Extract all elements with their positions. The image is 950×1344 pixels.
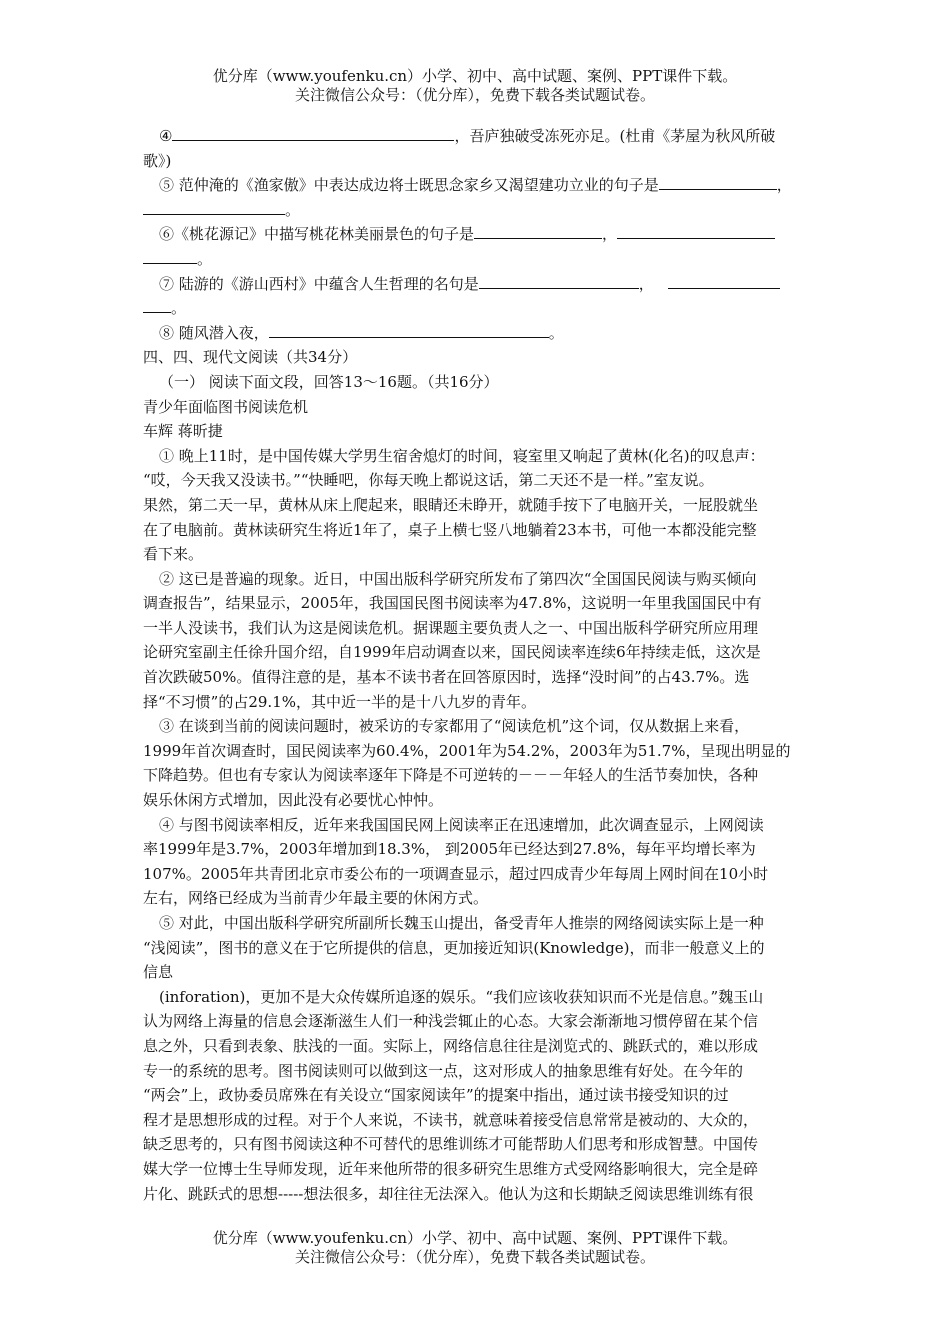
article-line: 下降趋势。但也有专家认为阅读率逐年下降是不可逆转的－－－年轻人的生活节奏加快，各种 [143, 766, 759, 785]
article-line: “两会”上，政协委员席殊在有关设立“国家阅读年”的提案中指出，通过读书接受知识的过 [143, 1086, 729, 1105]
header-line-2: 关注微信公众号：（优分库），免费下载各类试题试卷。 [294, 86, 655, 104]
fill-item-5-sep: ， [776, 176, 792, 195]
article-authors: 车辉 蒋昕捷 [143, 422, 223, 441]
article-line: 媒大学一位博士生导师发现，近年来他所带的很多研究生思维方式受网络影响很大，完全是碎 [143, 1159, 759, 1178]
article-line: 缺乏思考的，只有图书阅读这种不可替代的思维训练才可能帮助人们思考和形成智慧。中国传 [143, 1135, 759, 1154]
footer-line-2: 关注微信公众号：（优分库），免费下载各类试题试卷。 [294, 1248, 655, 1266]
article-line: 一半人没读书，我们认为这是阅读危机。据课题主要负责人之一、中国出版科学研究所应用理 [143, 618, 759, 637]
fill-item-6-text: ⑥《桃花源记》中描写桃花林美丽景色的句子是 [159, 225, 475, 244]
article-line: 调查报告”，结果显示，2005年，我国国民图书阅读率为47.8%，这说明一年里我国国民中有 [143, 594, 762, 613]
article-line: 首次跌破50%。值得注意的是，基本不读书者在回答原因时，选择“没时间”的占43.7%。选 [143, 668, 750, 687]
fill-item-6-end: 。 [197, 249, 213, 268]
footer-line-1: 优分库（www.youfenku.cn）小学、初中、高中试题、案例、PPT课件下载。 [212, 1229, 738, 1247]
fill-item-7-end: 。 [171, 299, 187, 318]
fill-item-4-text: ，吾庐独破受冻死亦足。(杜甫《茅屋为秋风所破 [454, 127, 776, 145]
article-line: 107%。2005年共青团北京市委公布的一项调查显示，超过四成青少年每周上网时间在10小时 [143, 864, 769, 883]
answer-blank [479, 274, 639, 289]
answer-blank [143, 249, 197, 264]
fill-item-7-sep: ， [638, 274, 654, 293]
fill-item-7-cont [143, 296, 811, 321]
header-line-1: 优分库（www.youfenku.cn）小学、初中、高中试题、案例、PPT课件下载。 [212, 67, 738, 85]
answer-blank [668, 274, 780, 289]
article-line: 看下来。 [143, 545, 204, 564]
fill-item-5-text: ⑤ 范仲淹的《渔家傲》中表达成边将士既思念家乡又渴望建功立业的句子是 [159, 176, 659, 195]
fill-item-4-number: ④ [159, 127, 173, 145]
article-line: 专一的系统的思考。图书阅读则可以做到这一点，这对形成人的抽象思维有好处。在今年的 [143, 1061, 744, 1080]
section-heading: 四、四、现代文阅读（共34分） [143, 348, 358, 367]
fill-item-4-cont: 歌》) [143, 151, 172, 170]
article-line: 左右，网络已经成为当前青少年最主要的休闲方式。 [143, 889, 489, 908]
article-line: 片化、跳跃式的思想-----想法很多，却往往无法深入。他认为这和长期缺乏阅读思维训练有很 [143, 1184, 754, 1203]
fill-item-7-text: ⑦ 陆游的《游山西村》中蕴含人生哲理的名句是 [159, 274, 479, 293]
fill-item-8 [143, 321, 811, 346]
page-footer [0, 1229, 950, 1267]
article-line: 1999年首次调查时，国民阅读率为60.4%，2001年为54.2%，2003年为51.7%，呈现出明显的 [143, 741, 791, 760]
answer-blank [659, 175, 777, 190]
article-line: 在了电脑前。黄林读研究生将近1年了，桌子上横七竖八地躺着23本书，可他一本都没能完整 [143, 520, 757, 539]
article-line: ③ 在谈到当前的阅读问题时，被采访的专家都用了“阅读危机”这个词，仅从数据上来看， [159, 717, 750, 736]
article-line: 认为网络上海量的信息会逐渐滋生人们一种浅尝辄止的心态。大家会渐渐地习惯停留在某个信 [143, 1012, 759, 1031]
fill-item-5-end: 。 [285, 200, 301, 219]
article-line: ① 晚上11时，是中国传媒大学男生宿舍熄灯的时间，寝室里又响起了黄林(化名)的叹息声： [159, 446, 765, 465]
fill-item-6-sep: ， [602, 225, 618, 244]
article-line: 择“不习惯”的占29.1%，其中近一半的是十八九岁的青年。 [143, 692, 536, 711]
article-line: (inforation)，更加不是大众传媒所追逐的娱乐。“我们应该收获知识而不光是信息。”魏玉山 [159, 987, 764, 1006]
article-line: 论研究室副主任徐升国介绍，自1999年启动调查以来，国民阅读率连续6年持续走低，这次是 [143, 643, 761, 662]
article-text [143, 444, 811, 1206]
page-header [0, 67, 950, 105]
article-line: 息之外，只看到表象、肤浅的一面。实际上，网络信息往往是浏览式的、跳跃式的，难以形成 [143, 1036, 759, 1055]
article-title: 青少年面临图书阅读危机 [143, 397, 309, 416]
article-line: 果然，第二天一早，黄林从床上爬起来，眼睛还未睁开，就随手按下了电脑开关，一屁股就坐 [143, 495, 759, 514]
fill-item-4 [143, 124, 811, 149]
article-line: ② 这已是普遍的现象。近日，中国出版科学研究所发布了第四次“全国国民阅读与购买倾向 [159, 569, 757, 588]
article-line: ⑤ 对此，中国出版科学研究所副所长魏玉山提出，备受青年人推崇的网络阅读实际上是一种 [159, 914, 764, 932]
fill-item-7 [143, 272, 811, 297]
article-line: 程才是思想形成的过程。对于个人来说，不读书，就意味着接受信息常常是被动的、大众的， [143, 1110, 759, 1129]
answer-blank [474, 224, 602, 239]
article-line: ④ 与图书阅读率相反，近年来我国国民网上阅读率正在迅速增加，此次调查显示，上网阅读 [159, 815, 764, 834]
section-subheading: （一） 阅读下面文段，回答13～16题。（共16分） [159, 372, 499, 391]
fill-item-5-cont [143, 198, 811, 223]
answer-blank [143, 298, 171, 313]
fill-item-8-text: ⑧ 随风潜入夜， [159, 323, 269, 342]
article-line: 率1999年是3.7%，2003年增加到18.3%， 到2005年已经达到27.8%，每年平均增长率为 [143, 840, 756, 859]
fill-item-6-cont [143, 247, 811, 272]
document-body [143, 124, 811, 1206]
article-line: 信息 [143, 963, 174, 982]
article-line: 娱乐休闲方式增加，因此没有必要忧心忡忡。 [143, 791, 444, 810]
answer-blank [172, 126, 454, 141]
article-line: “哎，今天我又没读书。”“快睡吧，你每天晚上都说这话，第二天还不是一样。”室友说。 [143, 471, 714, 490]
fill-item-8-end: 。 [548, 323, 564, 342]
answer-blank [143, 200, 285, 215]
article-line: “浅阅读”，图书的意义在于它所提供的信息，更加接近知识(Knowledge)，而非一般意义上的 [143, 938, 765, 957]
fill-item-5 [143, 173, 811, 198]
answer-blank [269, 323, 549, 338]
fill-item-6 [143, 222, 811, 247]
answer-blank [617, 224, 775, 239]
